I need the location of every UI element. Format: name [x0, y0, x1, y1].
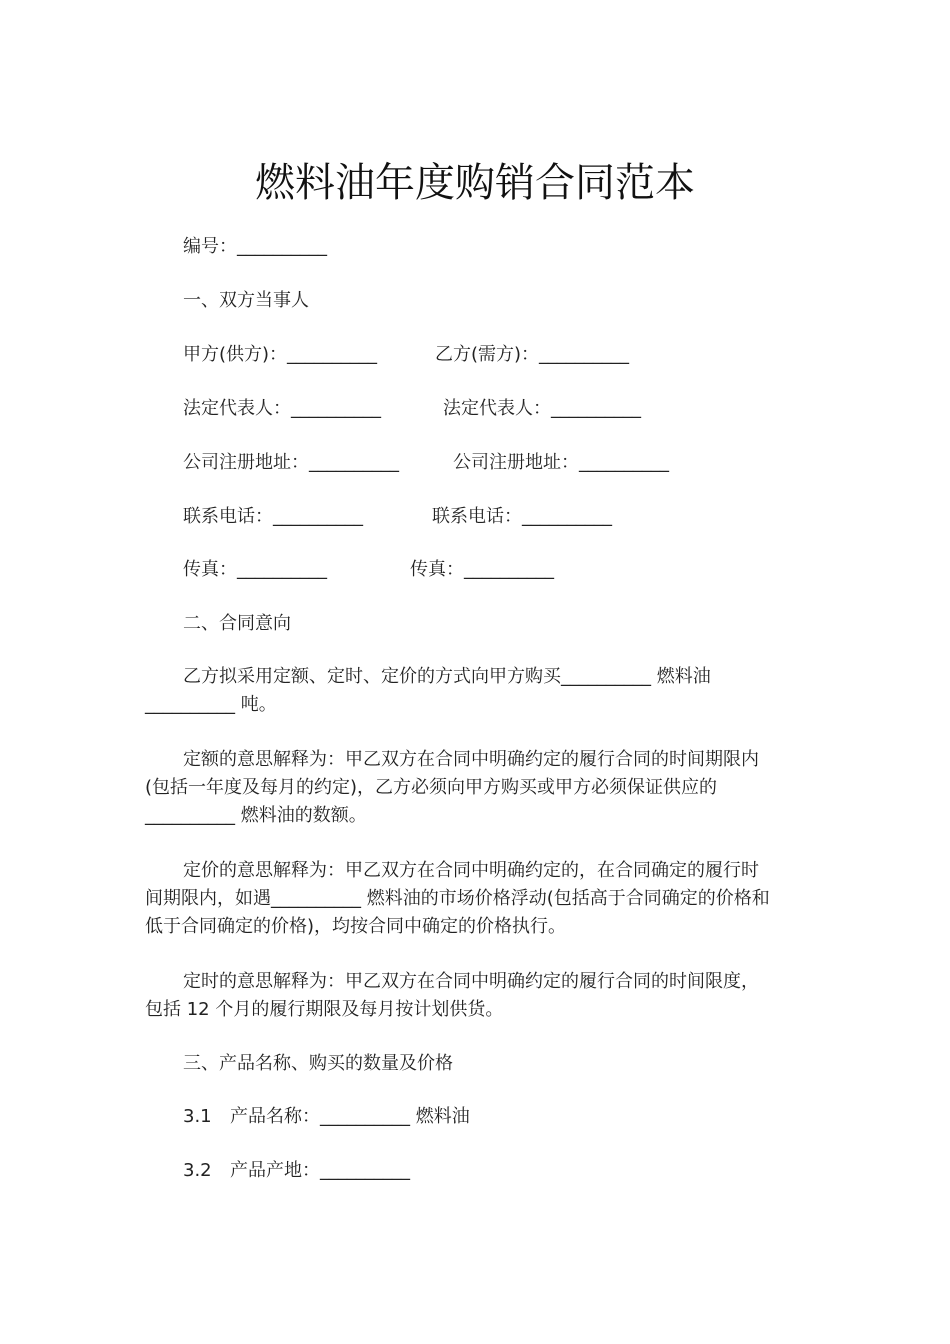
paragraph-line: __________ 燃料油的数额。 — [145, 805, 367, 826]
item-text: 产品产地：__________ — [230, 1160, 410, 1181]
party-left: 联系电话：__________ — [183, 506, 363, 527]
party-right: 乙方(需方)：__________ — [435, 344, 630, 365]
party-left: 法定代表人：__________ — [183, 398, 381, 419]
section-heading-products: 三、产品名称、购买的数量及价格 — [183, 1053, 453, 1074]
party-left: 甲方(供方)：__________ — [183, 344, 378, 365]
party-right: 传真：__________ — [410, 559, 554, 580]
party-right: 公司注册地址：__________ — [453, 452, 669, 473]
paragraph-line: 间期限内，如遇__________ 燃料油的市场价格浮动(包括高于合同确定的价格和 — [145, 888, 770, 909]
party-right: 联系电话：__________ — [432, 506, 612, 527]
section-heading-intent: 二、合同意向 — [183, 613, 291, 634]
paragraph-line: 乙方拟采用定额、定时、定价的方式向甲方购买__________ 燃料油 — [183, 666, 711, 687]
paragraph-line: __________ 吨。 — [145, 694, 277, 715]
paragraph-line: 包括 12 个月的履行期限及每月按计划供货。 — [145, 999, 504, 1020]
serial-number: 编号：__________ — [183, 236, 327, 257]
paragraph-line: 定时的意思解释为：甲乙双方在合同中明确约定的履行合同的时间限度， — [183, 971, 759, 992]
party-right: 法定代表人：__________ — [443, 398, 641, 419]
paragraph-line: 定价的意思解释为：甲乙双方在合同中明确约定的，在合同确定的履行时 — [183, 860, 759, 881]
paragraph-line: 低于合同确定的价格)，均按合同中确定的价格执行。 — [145, 916, 567, 937]
document-title: 燃料油年度购销合同范本 — [255, 160, 695, 206]
section-heading-parties: 一、双方当事人 — [183, 290, 309, 311]
party-left: 传真：__________ — [183, 559, 327, 580]
item-number: 3.2 — [183, 1160, 212, 1181]
party-left: 公司注册地址：__________ — [183, 452, 399, 473]
paragraph-line: (包括一年度及每月的约定)，乙方必须向甲方购买或甲方必须保证供应的 — [145, 777, 718, 798]
item-number: 3.1 — [183, 1106, 212, 1127]
paragraph-line: 定额的意思解释为：甲乙双方在合同中明确约定的履行合同的时间期限内 — [183, 749, 759, 770]
item-text: 产品名称：__________ 燃料油 — [230, 1106, 470, 1127]
